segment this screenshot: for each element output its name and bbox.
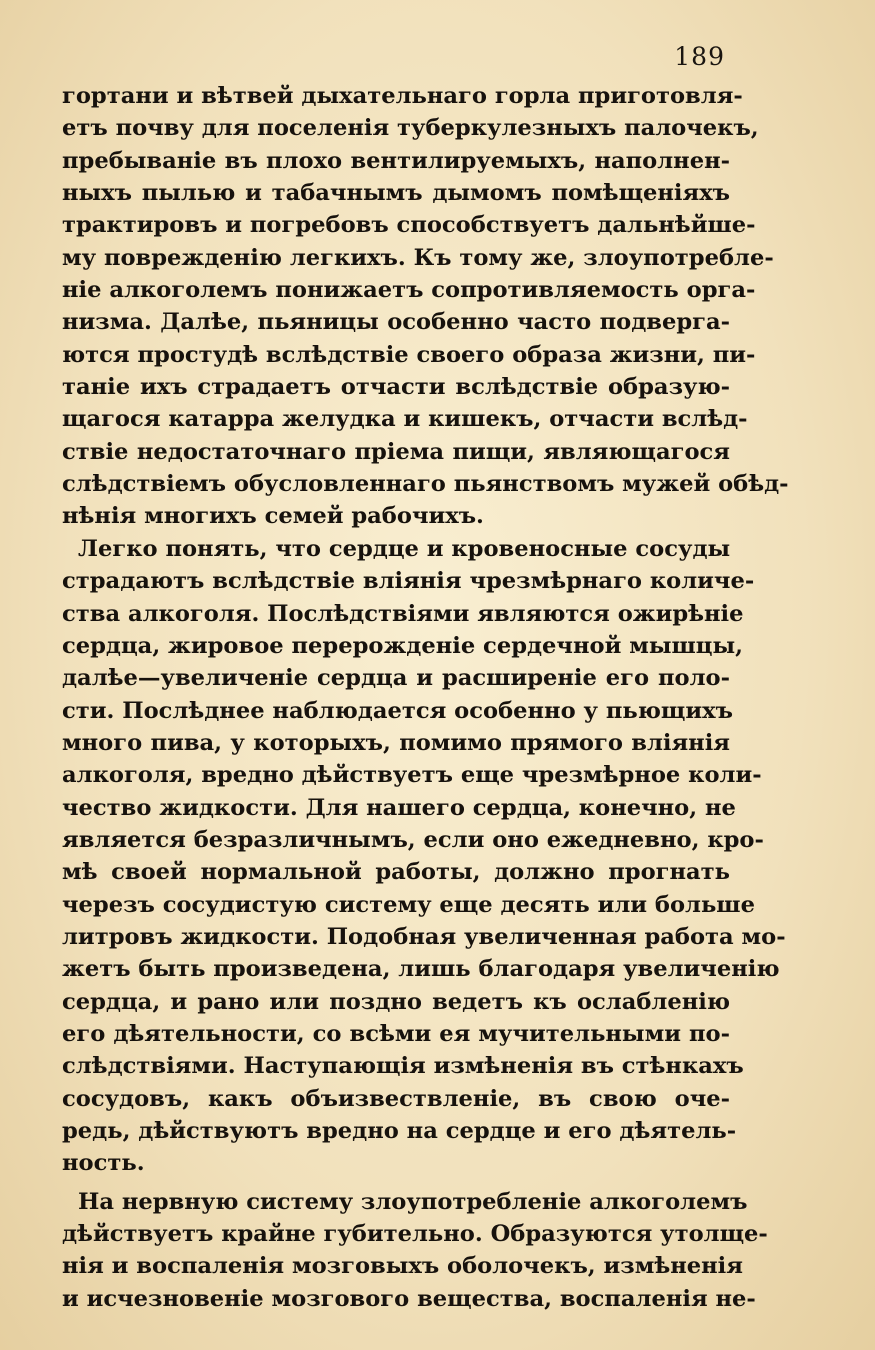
text-line: ніе алкоголемъ понижаетъ сопротивляемость орга-	[62, 277, 756, 304]
text-line: Легко понять, что сердце и кровеносные сосуды	[78, 535, 731, 562]
text-line: сердца, жировое перерожденіе сердечной мышцы,	[62, 632, 743, 659]
body-text	[62, 80, 789, 1315]
text-line: ныхъ пылью и табачнымъ дымомъ помѣщеніяхъ	[62, 180, 730, 207]
text-line: трактировъ и погребовъ способствуетъ дальнѣйше-	[62, 212, 756, 239]
paragraph	[62, 533, 786, 1180]
text-line: и исчезновеніе мозгового вещества, воспаленія не-	[62, 1285, 756, 1312]
text-line: пребываніе въ плохо вентилируемыхъ, наполнен-	[62, 147, 730, 174]
text-line: гортани и вѣтвей дыхательнаго горла приготовля-	[62, 83, 743, 109]
text-line: сердца, и рано или поздно ведетъ къ ослабленію	[62, 988, 730, 1015]
text-line: таніе ихъ страдаетъ отчасти вслѣдствіе образую-	[62, 374, 730, 401]
text-line: низма. Далѣе, пьяницы особенно часто подверга-	[62, 309, 730, 336]
paragraph	[62, 80, 789, 533]
text-line: ются простудѣ вслѣдствіе своего образа жизни, пи-	[62, 341, 756, 368]
text-line: щагося катарра желудка и кишекъ, отчасти вслѣд-	[62, 406, 748, 433]
text-line: литровъ жидкости. Подобная увеличенная работа мо-	[62, 923, 786, 950]
text-line: нѣнія многихъ семей рабочихъ.	[62, 503, 484, 530]
text-line: ства алкоголя. Послѣдствіями являются ожирѣніе	[62, 600, 744, 627]
text-line: является безразличнымъ, если оно ежедневно, кро-	[62, 826, 764, 853]
text-line: етъ почву для поселенія туберкулезныхъ палочекъ,	[62, 115, 759, 142]
page-number: 189	[674, 42, 725, 71]
text-line: редь, дѣйствуютъ вредно на сердце и его дѣятель-	[62, 1118, 737, 1144]
text-line: На нервную систему злоупотребленіе алкоголемъ	[78, 1188, 748, 1215]
text-line: чество жидкости. Для нашего сердца, конечно, не	[62, 794, 736, 821]
text-line: черезъ сосудистую систему еще десять или больше	[62, 891, 755, 918]
text-line: много пива, у которыхъ, помимо прямого вліянія	[62, 729, 730, 756]
text-line: слѣдствіями. Наступающія измѣненія въ стѣнкахъ	[62, 1053, 744, 1080]
text-line: далѣе—увеличеніе сердца и расширеніе его поло-	[62, 665, 730, 692]
paragraph	[62, 1186, 768, 1315]
text-line: страдаютъ вслѣдствіе вліянія чрезмѣрнаго количе-	[62, 568, 755, 595]
text-line: мѣ своей нормальной работы, должно прогнать	[62, 859, 730, 886]
text-line: слѣдствіемъ обусловленнаго пьянствомъ мужей обѣд-	[62, 471, 789, 498]
text-line: алкоголя, вредно дѣйствуетъ еще чрезмѣрное коли-	[62, 762, 762, 789]
text-line: ствіе недостаточнаго пріема пищи, являющагося	[62, 438, 730, 465]
text-line: дѣйствуетъ крайне губительно. Образуются утолще-	[62, 1221, 768, 1248]
text-line: ность.	[62, 1150, 145, 1177]
text-line: его дѣятельности, со всѣми ея мучительными по-	[62, 1020, 730, 1047]
text-line: сти. Послѣднее наблюдается особенно у пьющихъ	[62, 697, 733, 724]
text-line: му поврежденію легкихъ. Къ тому же, злоупотребле-	[62, 244, 774, 271]
text-line: сосудовъ, какъ объизвествленіе, въ свою оче-	[62, 1085, 730, 1112]
text-line: жетъ быть произведена, лишь благодаря увеличенію	[62, 956, 780, 983]
text-line: нія и воспаленія мозговыхъ оболочекъ, измѣненія	[62, 1253, 743, 1280]
